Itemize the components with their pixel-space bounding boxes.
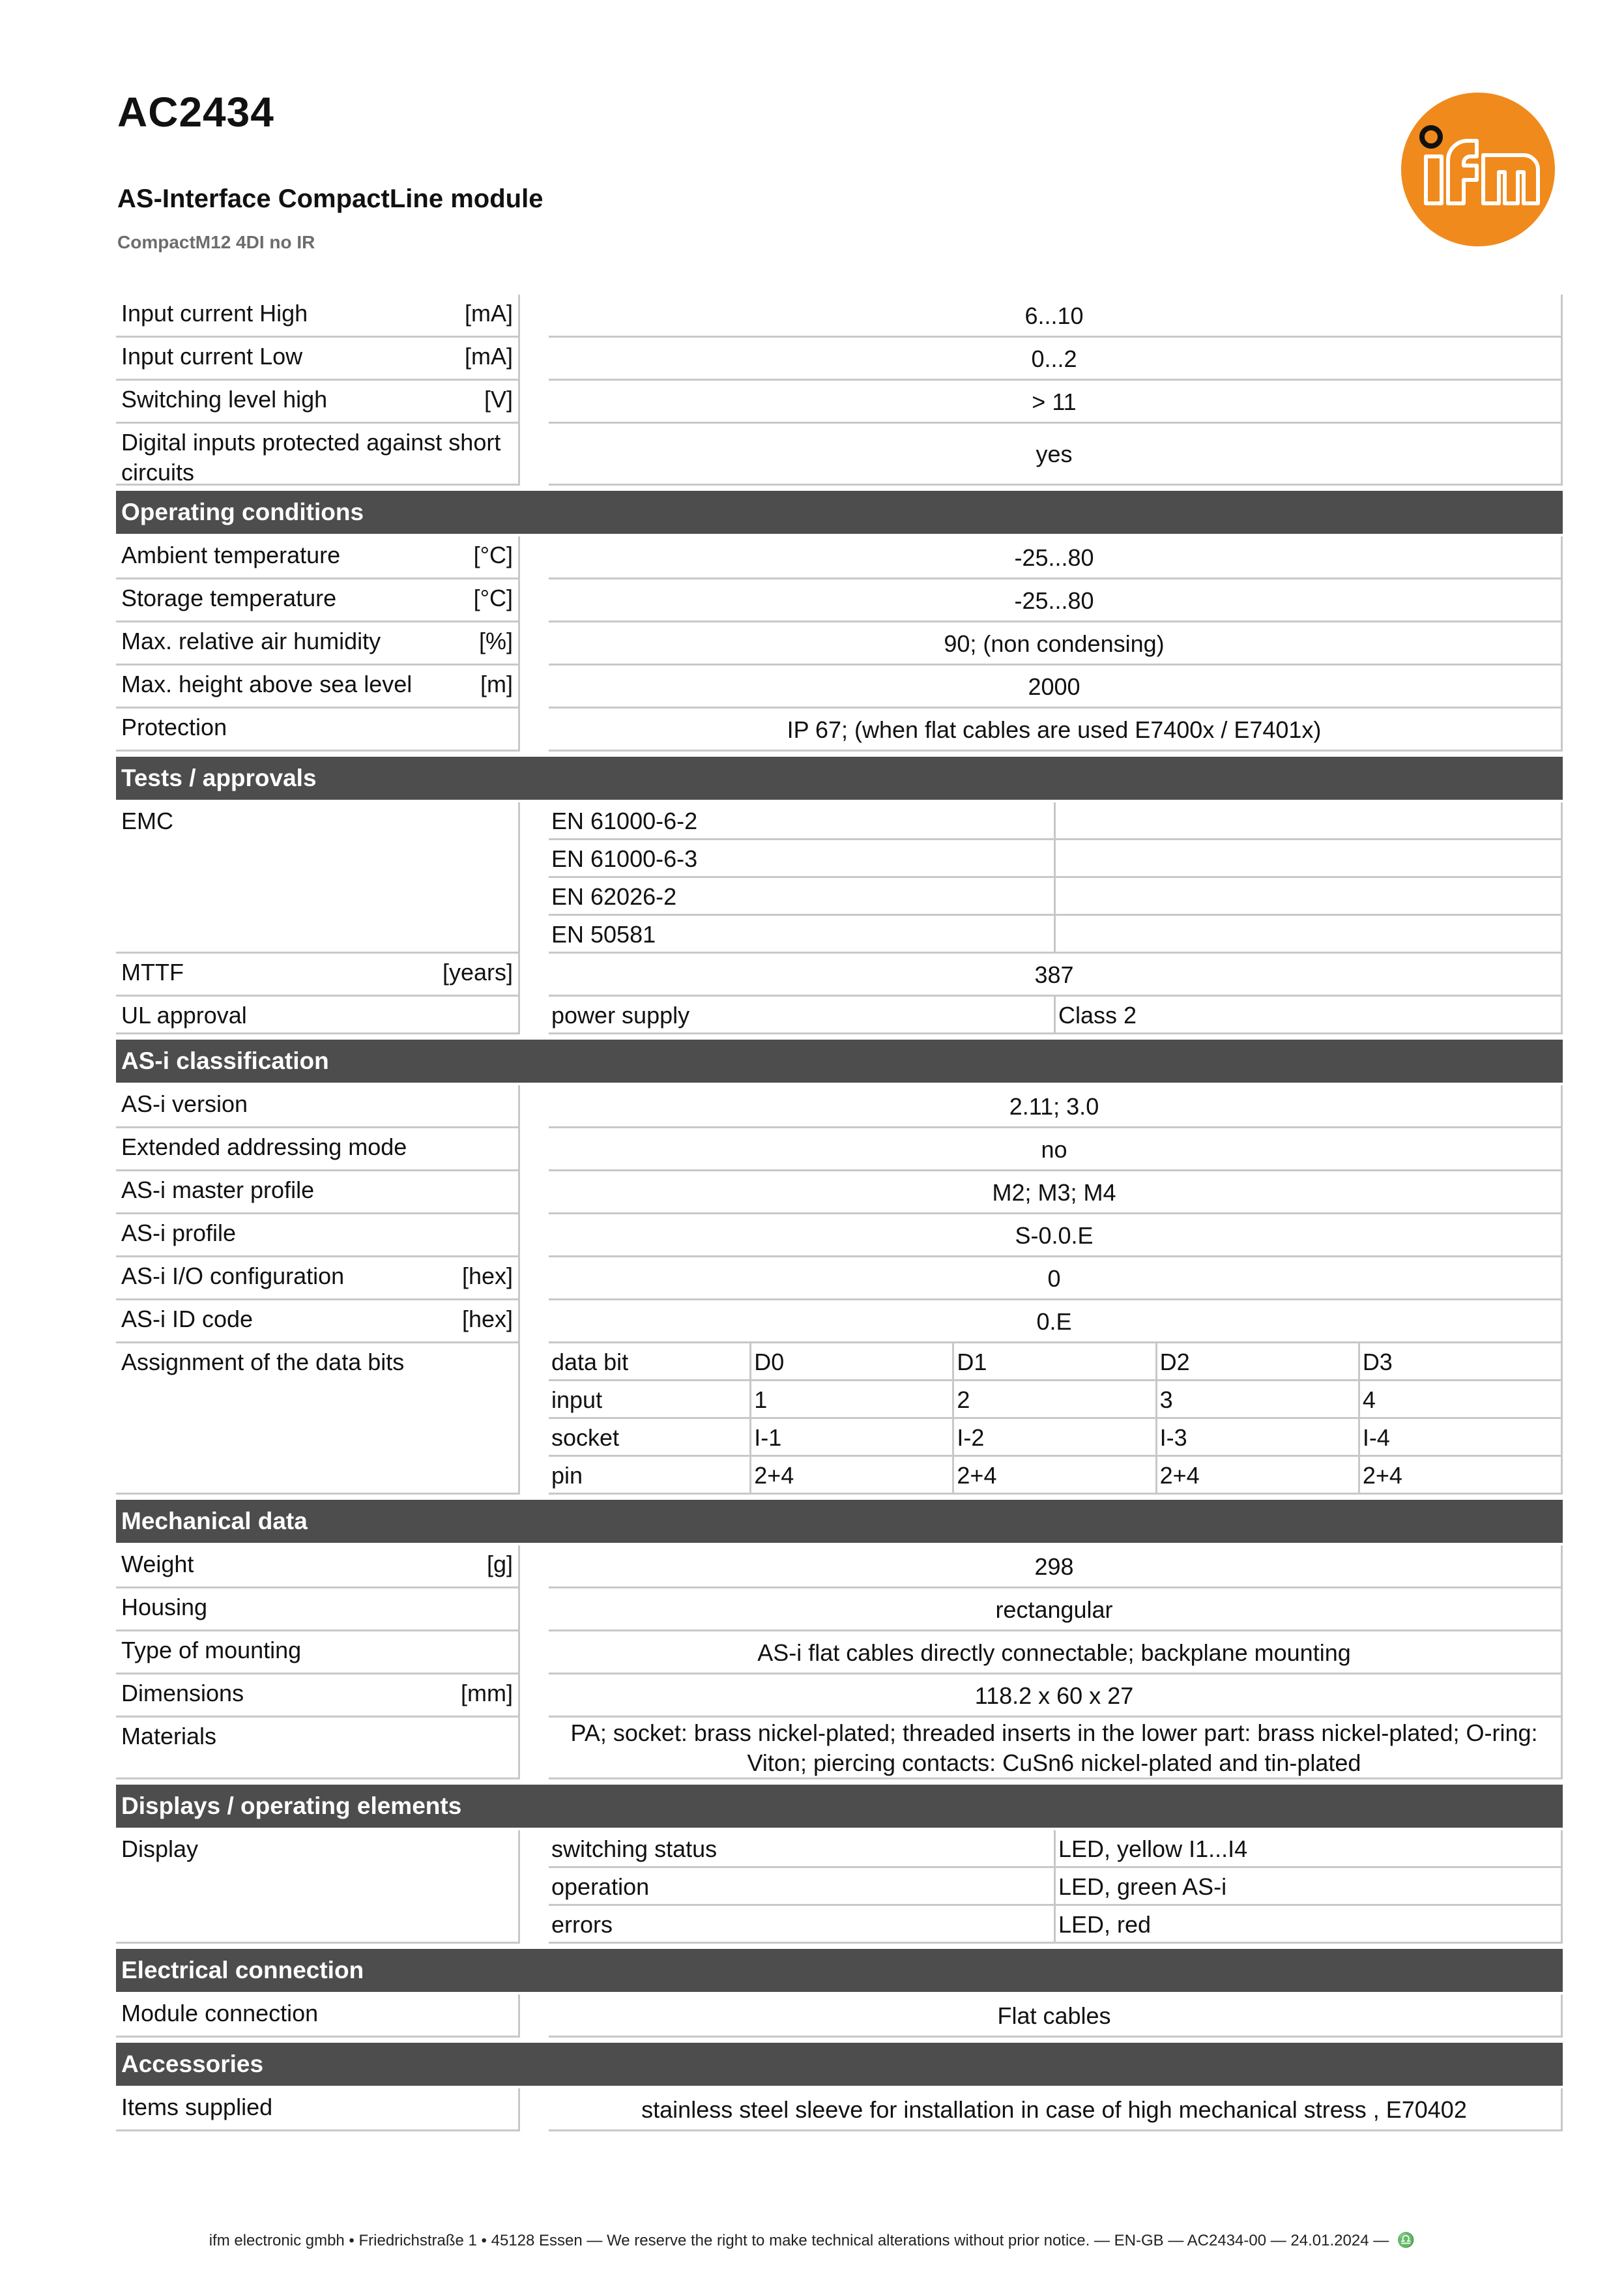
spec-value-area [549, 1718, 1563, 1779]
spec-row [116, 381, 1563, 424]
spec-label-cell [116, 1718, 520, 1779]
spec-row [116, 622, 1563, 665]
spec-row [116, 1343, 1563, 1495]
spec-sub-value: 2+4 [1360, 1457, 1563, 1495]
spec-sub-value: Class 2 [1056, 997, 1563, 1034]
spec-row [116, 2088, 1563, 2131]
spec-sub-value: socket [549, 1419, 751, 1457]
spec-label: Storage temperature [121, 585, 337, 611]
spec-value-area [549, 1995, 1563, 2038]
footer [0, 2232, 1624, 2250]
spec-value: AS-i flat cables directly connectable; backplane mounting [549, 1631, 1563, 1674]
spec-subrow [549, 916, 1563, 954]
spec-sub-value: EN 62026-2 [549, 878, 1056, 916]
spec-value-area [549, 338, 1563, 381]
spec-sub-value: 3 [1157, 1381, 1360, 1419]
spec-row [116, 1085, 1563, 1128]
spec-label: Protection [121, 714, 227, 740]
spec-label-cell [116, 1085, 520, 1128]
spec-label-cell [116, 1214, 520, 1257]
spec-sub-value: 2 [954, 1381, 1157, 1419]
spec-row [116, 1171, 1563, 1214]
spec-value-area [549, 665, 1563, 709]
spec-unit: [mA] [464, 300, 513, 327]
spec-value: M2; M3; M4 [549, 1171, 1563, 1214]
spec-label: Digital inputs protected against short circuits [121, 429, 501, 486]
spec-sub-value: D1 [954, 1343, 1157, 1381]
spec-subrow [549, 997, 1563, 1034]
spec-row [116, 579, 1563, 622]
spec-value: 90; (non condensing) [549, 622, 1563, 665]
spec-sub-value: data bit [549, 1343, 751, 1381]
spec-sub-value: EN 61000-6-3 [549, 840, 1056, 878]
spec-value: no [549, 1128, 1563, 1171]
spec-row [116, 665, 1563, 709]
spec-value: 2000 [549, 665, 1563, 709]
spec-label: Max. relative air humidity [121, 628, 381, 654]
spec-label: Type of mounting [121, 1637, 302, 1663]
spec-label-cell [116, 2088, 520, 2131]
spec-unit: [°C] [473, 542, 513, 568]
spec-sub-value: 1 [751, 1381, 954, 1419]
spec-label: Max. height above sea level [121, 671, 413, 697]
footer-text: ifm electronic gmbh • Friedrichstraße 1 • 45128 Essen — We reserve the right to make technical alterations without prior notice. — EN-GB — AC2434-00 — 24.01.2024 — [209, 2232, 1389, 2249]
spec-value: -25...80 [549, 579, 1563, 622]
spec-row [116, 802, 1563, 954]
spec-sub-value: power supply [549, 997, 1056, 1034]
spec-sub-value: LED, yellow I1...I4 [1056, 1830, 1563, 1868]
spec-value-area [549, 2088, 1563, 2131]
spec-row [116, 954, 1563, 997]
spec-label: AS-i I/O configuration [121, 1263, 345, 1289]
spec-unit: [mA] [464, 343, 513, 370]
spec-row [116, 1995, 1563, 2038]
spec-row [116, 1631, 1563, 1674]
spec-sub-value: D3 [1360, 1343, 1563, 1381]
product-code: AC2434 [117, 89, 274, 136]
spec-row [116, 709, 1563, 752]
spec-label: Ambient temperature [121, 542, 341, 568]
spec-row [116, 1300, 1563, 1343]
spec-value-area [549, 1545, 1563, 1588]
spec-label-cell [116, 1995, 520, 2038]
spec-value-area [549, 1085, 1563, 1128]
spec-value: 0...2 [549, 338, 1563, 381]
spec-value-area [549, 622, 1563, 665]
spec-sub-value: EN 61000-6-2 [549, 802, 1056, 840]
spec-row [116, 338, 1563, 381]
spec-value: 387 [549, 954, 1563, 997]
spec-label-cell [116, 1631, 520, 1674]
spec-value-area [549, 1674, 1563, 1718]
spec-value: 0.E [549, 1300, 1563, 1343]
spec-label: Module connection [121, 2000, 319, 2026]
spec-label: Display [121, 1835, 199, 1862]
section-header: Displays / operating elements [116, 1785, 1563, 1828]
spec-unit: [g] [486, 1551, 513, 1577]
spec-unit: [hex] [461, 1263, 513, 1289]
section-header: Operating conditions [116, 491, 1563, 534]
spec-label-cell [116, 1257, 520, 1300]
spec-label: Weight [121, 1551, 194, 1577]
spec-sub-value: LED, red [1056, 1906, 1563, 1944]
spec-label-cell [116, 536, 520, 579]
spec-sub-value [1056, 802, 1563, 840]
spec-row [116, 1830, 1563, 1944]
spec-sub-value: I-1 [751, 1419, 954, 1457]
section-header: Tests / approvals [116, 757, 1563, 800]
spec-label-cell [116, 295, 520, 338]
spec-label-cell [116, 338, 520, 381]
spec-label-cell [116, 802, 520, 954]
spec-label: AS-i ID code [121, 1306, 254, 1332]
spec-label: EMC [121, 808, 173, 834]
spec-sub-value: 2+4 [1157, 1457, 1360, 1495]
section-header: AS-i classification [116, 1040, 1563, 1083]
spec-value: 6...10 [549, 295, 1563, 338]
spec-row [116, 1545, 1563, 1588]
spec-label-cell [116, 1128, 520, 1171]
spec-row [116, 1128, 1563, 1171]
spec-value: 298 [549, 1545, 1563, 1588]
spec-value-area [549, 997, 1563, 1034]
spec-row [116, 1214, 1563, 1257]
spec-value: rectangular [549, 1588, 1563, 1631]
spec-value-area [549, 381, 1563, 424]
spec-label-cell [116, 1171, 520, 1214]
spec-label-cell [116, 381, 520, 424]
spec-unit: [hex] [461, 1306, 513, 1332]
spec-value: 2.11; 3.0 [549, 1085, 1563, 1128]
spec-row [116, 424, 1563, 486]
spec-value: IP 67; (when flat cables are used E7400x / E7401x) [549, 709, 1563, 752]
spec-value-area [549, 1588, 1563, 1631]
spec-unit: [%] [478, 628, 513, 654]
spec-subrow [549, 1830, 1563, 1868]
spec-label-cell [116, 709, 520, 752]
spec-label-cell [116, 1588, 520, 1631]
spec-value-area [549, 536, 1563, 579]
product-variant: CompactM12 4DI no IR [117, 232, 315, 252]
spec-sub-value [1056, 916, 1563, 954]
spec-sub-value: switching status [549, 1830, 1056, 1868]
spec-sub-value: D2 [1157, 1343, 1360, 1381]
spec-row [116, 997, 1563, 1034]
spec-value-area [549, 1171, 1563, 1214]
spec-value: -25...80 [549, 536, 1563, 579]
spec-subrow [549, 1343, 1563, 1381]
spec-label-cell [116, 997, 520, 1034]
spec-label: UL approval [121, 1002, 247, 1029]
spec-label: Items supplied [121, 2094, 273, 2120]
spec-sub-value: input [549, 1381, 751, 1419]
spec-value-area [549, 579, 1563, 622]
spec-value: > 11 [549, 381, 1563, 424]
spec-value: 0 [549, 1257, 1563, 1300]
spec-sub-value: I-2 [954, 1419, 1157, 1457]
spec-label-cell [116, 1545, 520, 1588]
spec-unit: [m] [480, 671, 513, 697]
spec-label: Input current Low [121, 343, 303, 370]
spec-sub-value: EN 50581 [549, 916, 1056, 954]
spec-label-cell [116, 622, 520, 665]
spec-label-cell [116, 1343, 520, 1495]
spec-value-area [549, 1300, 1563, 1343]
spec-label: Input current High [121, 300, 308, 327]
spec-value-area [549, 295, 1563, 338]
spec-label: Extended addressing mode [121, 1133, 407, 1160]
spec-subrow [549, 802, 1563, 840]
spec-value: stainless steel sleeve for installation in case of high mechanical stress , E70402 [549, 2088, 1563, 2131]
spec-unit: [years] [442, 959, 513, 986]
spec-label: AS-i version [121, 1090, 248, 1117]
spec-sub-value: operation [549, 1868, 1056, 1906]
spec-value: PA; socket: brass nickel-plated; threaded inserts in the lower part: brass nickel-plated; O-ring: Viton; piercing contacts: CuSn6 nickel-plated and tin-plated [549, 1718, 1563, 1779]
spec-value: Flat cables [549, 1995, 1563, 2038]
spec-unit: [V] [484, 386, 513, 413]
spec-subrow [549, 1906, 1563, 1944]
footer-mark: ♎ [1397, 2232, 1415, 2248]
spec-label-cell [116, 665, 520, 709]
spec-value-area [549, 1631, 1563, 1674]
spec-sub-value: errors [549, 1906, 1056, 1944]
spec-label: AS-i profile [121, 1220, 237, 1246]
spec-sub-value: I-4 [1360, 1419, 1563, 1457]
spec-label: Materials [121, 1723, 217, 1749]
ifm-logo [1400, 91, 1556, 248]
spec-unit: [mm] [461, 1680, 513, 1706]
section-header: Electrical connection [116, 1949, 1563, 1992]
section-header: Mechanical data [116, 1500, 1563, 1543]
spec-value: 118.2 x 60 x 27 [549, 1674, 1563, 1718]
spec-label-cell [116, 954, 520, 997]
spec-sub-value: LED, green AS-i [1056, 1868, 1563, 1906]
spec-value-area [549, 802, 1563, 954]
spec-label: Switching level high [121, 386, 328, 413]
spec-row [116, 1257, 1563, 1300]
spec-label: Housing [121, 1594, 208, 1620]
spec-value-area [549, 1830, 1563, 1944]
spec-value-area [549, 709, 1563, 752]
spec-label: AS-i master profile [121, 1177, 315, 1203]
spec-subrow [549, 1457, 1563, 1495]
spec-row [116, 295, 1563, 338]
spec-table [116, 295, 1563, 2131]
spec-label-cell [116, 1300, 520, 1343]
spec-row [116, 536, 1563, 579]
spec-value-area [549, 1128, 1563, 1171]
spec-sub-value: I-3 [1157, 1419, 1360, 1457]
spec-sub-value: 4 [1360, 1381, 1563, 1419]
spec-value-area [549, 424, 1563, 486]
spec-subrow [549, 1868, 1563, 1906]
spec-row [116, 1674, 1563, 1718]
spec-value: yes [549, 424, 1563, 486]
spec-unit: [°C] [473, 585, 513, 611]
spec-label: Assignment of the data bits [121, 1349, 405, 1375]
spec-label-cell [116, 1674, 520, 1718]
spec-subrow [549, 840, 1563, 878]
spec-label: Dimensions [121, 1680, 244, 1706]
spec-sub-value [1056, 878, 1563, 916]
spec-row [116, 1588, 1563, 1631]
spec-value-area [549, 954, 1563, 997]
spec-label-cell [116, 1830, 520, 1944]
spec-value-area [549, 1257, 1563, 1300]
spec-label-cell [116, 579, 520, 622]
ifm-logo-icon [1400, 91, 1556, 248]
spec-value: S-0.0.E [549, 1214, 1563, 1257]
spec-label: MTTF [121, 959, 184, 986]
spec-label-cell [116, 424, 520, 486]
spec-subrow [549, 1419, 1563, 1457]
spec-subrow [549, 878, 1563, 916]
spec-row [116, 1718, 1563, 1779]
spec-sub-value: 2+4 [954, 1457, 1157, 1495]
spec-sub-value: D0 [751, 1343, 954, 1381]
spec-value-area [549, 1343, 1563, 1495]
spec-value-area [549, 1214, 1563, 1257]
section-header: Accessories [116, 2043, 1563, 2086]
spec-subrow [549, 1381, 1563, 1419]
spec-sub-value [1056, 840, 1563, 878]
spec-sub-value: pin [549, 1457, 751, 1495]
spec-sub-value: 2+4 [751, 1457, 954, 1495]
product-name: AS-Interface CompactLine module [117, 184, 544, 213]
